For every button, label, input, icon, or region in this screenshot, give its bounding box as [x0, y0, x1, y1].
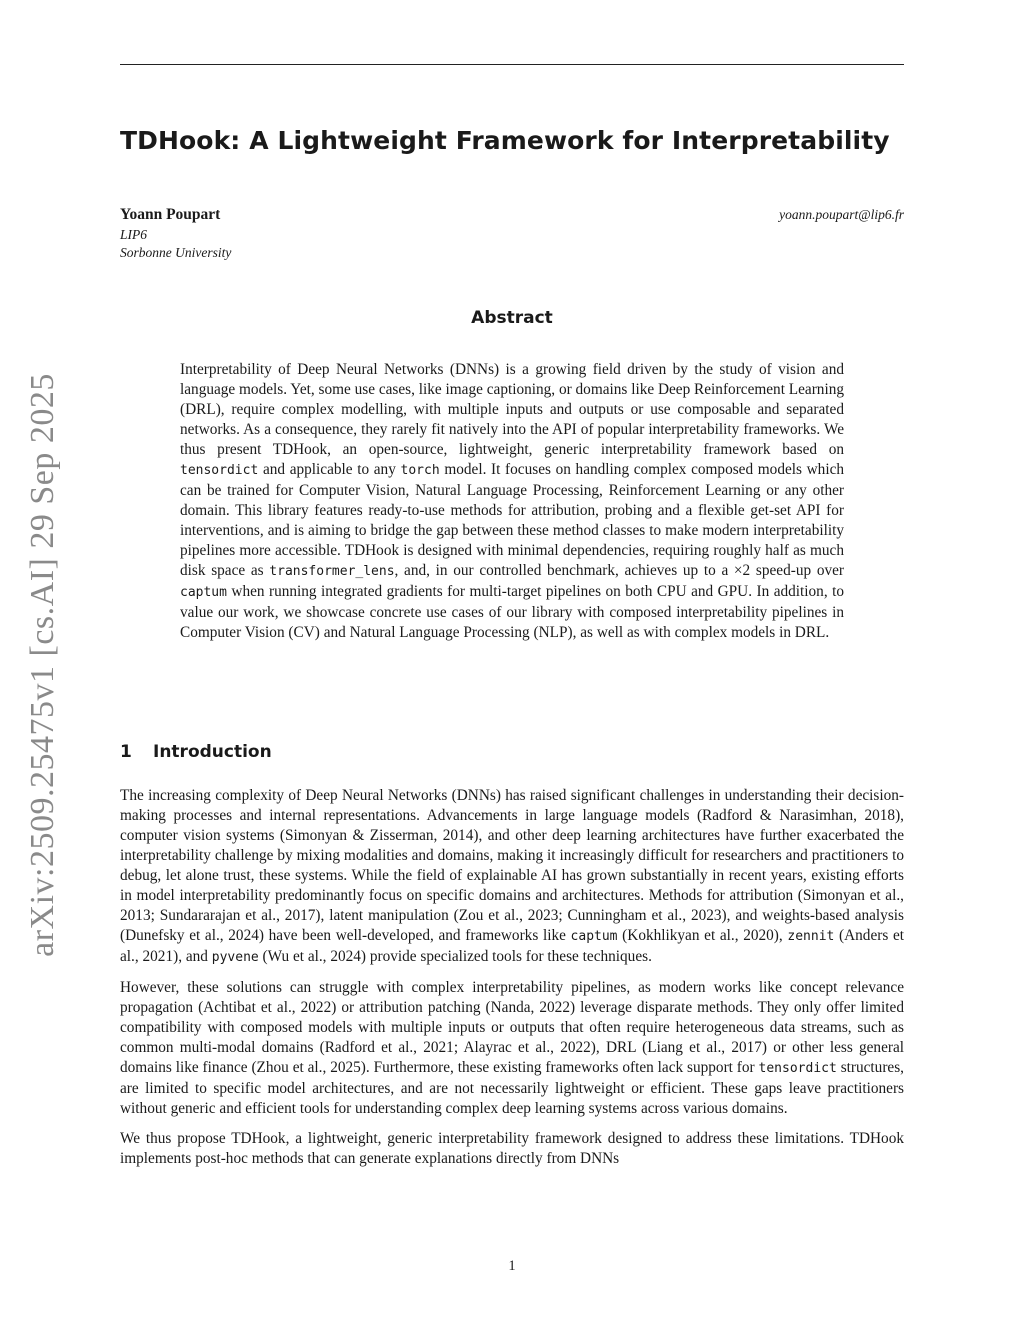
intro-paragraph-2: However, these solutions can struggle with complex interpretability pipelines, as modern works like concept relevance propagation (Achtibat et al., 2022) or attribution patching (Nanda, 2022) leverage disparate methods. They only offer limited compatibility with composed models with multiple inputs or outputs that often require heterogeneous data streams, such as common multi-modal domains (Radford et al., 2021; Alayrac et al., 2022), DRL (Liang et al., 2017) or other less general domains like finance (Zhou et al., 2025). Furthermore, these existing frameworks often lack support for tensordict structures, are limited to specific model architectures, and are not necessarily lightweight or efficient. These gaps leave practitioners without generic and efficient tools for understanding complex deep learning systems across various domains.	[120, 979, 904, 1117]
introduction-body	[120, 786, 904, 1179]
author-name: Yoann Poupart	[120, 206, 221, 223]
top-rule	[120, 64, 904, 65]
abstract-heading: Abstract	[471, 308, 553, 328]
arxiv-watermark: arXiv:2509.25475v1 [cs.AI] 29 Sep 2025	[24, 373, 61, 957]
code-torch: torch	[400, 463, 440, 478]
code-transformer-lens: transformer_lens	[269, 564, 395, 579]
code-zennit: zennit	[787, 929, 835, 944]
paper-title: TDHook: A Lightweight Framework for Interpretability	[120, 126, 890, 155]
code-pyvene: pyvene	[211, 950, 259, 965]
code-captum: captum	[180, 585, 227, 600]
section-number: 1	[120, 742, 132, 762]
author-affiliation-university: Sorbonne University	[120, 245, 232, 260]
code-tensordict: tensordict	[758, 1061, 837, 1076]
page-number: 1	[508, 1258, 516, 1274]
code-tensordict: tensordict	[180, 463, 259, 478]
code-captum: captum	[570, 929, 618, 944]
abstract-text: Interpretability of Deep Neural Networks (DNNs) is a growing field driven by the study of vision and language models. Yet, some use cases, like image captioning, or domains like Deep Reinforcement Learning (DRL), require complex modelling, with multiple inputs and outputs or use composable and separated networks. As a consequence, they rarely fit natively into the API of popular interpretability frameworks. We thus present TDHook, an open-source, lightweight, generic interpretability framework based on tensordict and applicable to any torch model. It focuses on handling complex composed models which can be trained for Computer Vision, Natural Language Processing, Reinforcement Learning or any other domain. This library features ready-to-use methods for attribution, probing and a flexible get-set API for interventions, and is aiming to bridge the gap between these method classes to make modern interpretability pipelines more accessible. TDHook is designed with minimal dependencies, requiring roughly half as much disk space as transformer_lens, and, in our controlled benchmark, achieves up to a ×2 speed-up over captum when running integrated gradients for multi-target pipelines on both CPU and GPU. In addition, to value our work, we showcase concrete use cases of our library with composed interpretability pipelines in Computer Vision (CV) and Natural Language Processing (NLP), as well as with complex models in DRL.	[180, 361, 845, 641]
author-affiliation-lab: LIP6	[120, 227, 147, 242]
intro-paragraph-1: The increasing complexity of Deep Neural Networks (DNNs) has raised significant challenges in understanding their decision-making processes and internal representations. Advancements in large language models (Radford & Narasimhan, 2018), computer vision systems (Simonyan & Zisserman, 2014), and other deep learning architectures have further exacerbated the interpretability challenge by mixing modalities and domains, making it increasingly difficult for researchers and practitioners to debug, let alone trust, these systems. While the field of explainable AI has grown substantially in recent years, existing efforts in model interpretability predominantly focus on specific domains and architectures. Methods for attribution (Simonyan et al., 2013; Sundararajan et al., 2017), latent manipulation (Zou et al., 2023; Cunningham et al., 2023), and weights-based analysis (Dunefsky et al., 2024) have been well-developed, and frameworks like captum (Kokhlikyan et al., 2020), zennit (Anders et al., 2021), and pyvene (Wu et al., 2024) provide specialized tools for these techniques.	[120, 787, 904, 965]
section-title: Introduction	[153, 742, 272, 762]
section-heading-introduction	[120, 742, 272, 762]
author-email: yoann.poupart@lip6.fr	[779, 207, 904, 222]
intro-paragraph-3: We thus propose TDHook, a lightweight, generic interpretability framework designed to address these limitations. TDHook implements post-hoc methods that can generate explanations directly from DNNs	[120, 1130, 904, 1167]
